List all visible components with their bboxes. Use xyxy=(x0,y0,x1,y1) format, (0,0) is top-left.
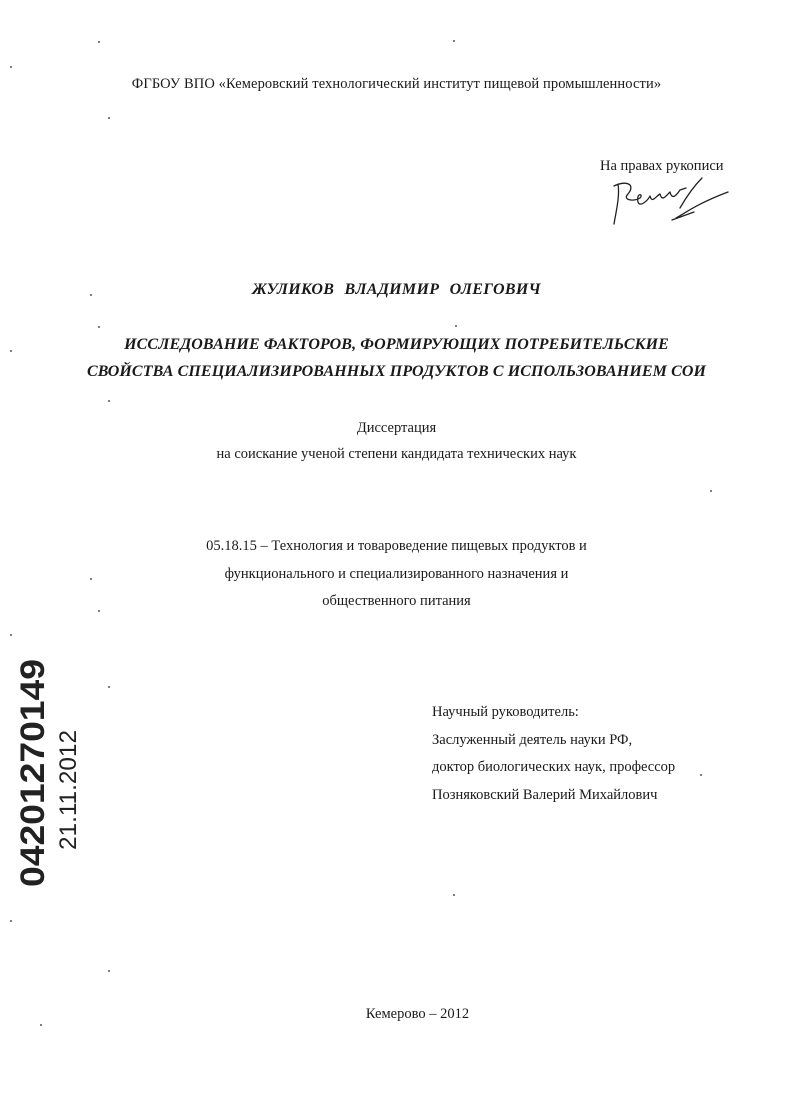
rights-note: На правах рукописи xyxy=(600,158,724,174)
degree-line: на соискание ученой степени кандидата технических наук xyxy=(216,446,577,462)
scan-speck xyxy=(108,117,110,119)
scan-speck xyxy=(108,400,110,402)
scan-speck xyxy=(108,970,110,972)
thesis-title-line-1: ИССЛЕДОВАНИЕ ФАКТОРОВ, ФОРМИРУЮЩИХ ПОТРЕБИТЕЛЬСКИЕ xyxy=(124,336,669,353)
scan-speck xyxy=(90,578,92,580)
author-name: ЖУЛИКОВ ВЛАДИМИР ОЛЕГОВИЧ xyxy=(252,281,541,298)
stamp-number: 04201270149 xyxy=(14,678,52,887)
scan-speck xyxy=(90,294,92,296)
scan-speck xyxy=(10,350,12,352)
scan-speck xyxy=(98,610,100,612)
scan-speck xyxy=(453,894,455,896)
specialty-line-1: 05.18.15 – Технология и товароведение пищевых продуктов и xyxy=(206,538,587,554)
scan-speck xyxy=(10,920,12,922)
scan-speck xyxy=(10,634,12,636)
library-stamp xyxy=(14,655,114,895)
scan-speck xyxy=(98,326,100,328)
stamp-date: 21.11.2012 xyxy=(55,731,82,850)
scan-speck xyxy=(700,774,702,776)
supervisor-heading: Научный руководитель: xyxy=(432,704,579,720)
scan-speck xyxy=(108,686,110,688)
institute-name: ФГБОУ ВПО «Кемеровский технологический институт пищевой промышленности» xyxy=(131,76,662,92)
supervisor-name: Позняковский Валерий Михайлович xyxy=(432,787,658,803)
supervisor-honorary-title: Заслуженный деятель науки РФ, xyxy=(432,732,633,748)
scan-speck xyxy=(40,1024,42,1026)
scan-speck xyxy=(98,41,100,43)
handwritten-signature xyxy=(606,174,736,234)
thesis-title-line-2: СВОЙСТВА СПЕЦИАЛИЗИРОВАННЫХ ПРОДУКТОВ С ИСПОЛЬЗОВАНИЕМ СОИ xyxy=(86,363,707,380)
dissertation-label: Диссертация xyxy=(356,420,437,436)
scan-speck xyxy=(455,325,457,327)
city-year: Кемерово – 2012 xyxy=(365,1006,470,1022)
specialty-line-3: общественного питания xyxy=(322,593,471,609)
scan-speck xyxy=(10,66,12,68)
scan-speck xyxy=(453,40,455,42)
specialty-line-2: функционального и специализированного назначения и xyxy=(224,566,569,582)
scan-speck xyxy=(710,490,712,492)
supervisor-degree: доктор биологических наук, профессор xyxy=(432,759,676,775)
